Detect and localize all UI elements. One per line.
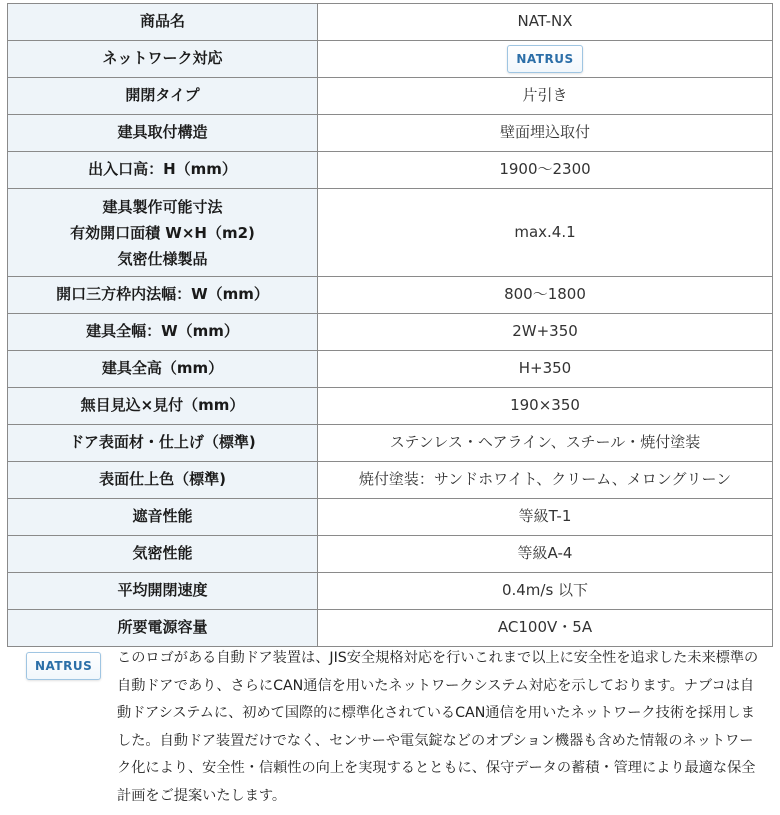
table-row xyxy=(8,462,773,499)
label-line: 建具製作可能寸法 xyxy=(102,197,223,216)
row-label-mount-structure: 建具取付構造 xyxy=(8,115,318,152)
row-label-total-width: 建具全幅：W（mm） xyxy=(8,314,318,351)
table-row xyxy=(8,314,773,351)
row-label-power: 所要電源容量 xyxy=(8,610,318,647)
row-value-mount-structure: 壁面埋込取付 xyxy=(318,115,773,152)
table-row xyxy=(8,41,773,78)
row-label-opening-width: 開口三方枠内法幅：W（mm） xyxy=(8,277,318,314)
row-label-open-type: 開閉タイプ xyxy=(8,78,318,115)
row-value-total-height: H+350 xyxy=(318,351,773,388)
row-label-entrance-height: 出入口高：H（mm） xyxy=(8,152,318,189)
table-row xyxy=(8,78,773,115)
table-row xyxy=(8,388,773,425)
label-line: 気密仕様製品 xyxy=(117,249,208,268)
row-value-door-surface: ステンレス・ヘアライン、スチール・焼付塗装 xyxy=(318,425,773,462)
row-value-power: AC100V・5A xyxy=(318,610,773,647)
row-label-transom-size: 無目見込×見付（mm） xyxy=(8,388,318,425)
table-row xyxy=(8,351,773,388)
table-row xyxy=(8,4,773,41)
row-label-sound-insulation: 遮音性能 xyxy=(8,499,318,536)
natrus-description: このロゴがある自動ドア装置は、JIS安全規格対応を行いこれまで以上に安全性を追求した未来標準の自動ドアであり、さらにCAN通信を用いたネットワークシステム対応を示しております。ナブコは自動ドアシステムに、初めて国際的に標準化されているCAN通信を用いたネットワーク技術を採用しました。自動ドア装置だけでなく、センサーや電気錠などのオプション機器も含めた情報のネットワーク化により、安全性・信頼性の向上を実現するとともに、保守データの蓄積・管理により最適な保全計画をご提案いたします。 xyxy=(117,650,759,804)
row-value-total-width: 2W+350 xyxy=(318,314,773,351)
row-value-entrance-height: 1900～2300 xyxy=(318,152,773,189)
table-row xyxy=(8,499,773,536)
natrus-logo: NATRUS xyxy=(26,652,101,680)
row-value-airtightness: 等級A-4 xyxy=(318,536,773,573)
table-row xyxy=(8,610,773,647)
row-value-product-name: NAT-NX xyxy=(318,4,773,41)
table-row xyxy=(8,573,773,610)
row-label-airtightness: 気密性能 xyxy=(8,536,318,573)
spec-table xyxy=(7,3,773,647)
row-label-product-name: 商品名 xyxy=(8,4,318,41)
table-row xyxy=(8,189,773,277)
row-value-opening-width: 800～1800 xyxy=(318,277,773,314)
table-row xyxy=(8,536,773,573)
label-line: 有効開口面積 W×H（m2) xyxy=(70,223,255,242)
row-value-open-type: 片引き xyxy=(318,78,773,115)
row-label-door-surface: ドア表面材・仕上げ（標準) xyxy=(8,425,318,462)
table-row xyxy=(8,152,773,189)
row-value-manufacturable-size: max.4.1 xyxy=(318,189,773,277)
row-label-avg-speed: 平均開閉速度 xyxy=(8,573,318,610)
natrus-logo: NATRUS xyxy=(507,45,582,73)
row-value-surface-color: 焼付塗装：サンドホワイト、クリーム、メロングリーン xyxy=(318,462,773,499)
row-value-network xyxy=(318,41,773,78)
row-value-transom-size: 190×350 xyxy=(318,388,773,425)
table-row xyxy=(8,277,773,314)
row-label-surface-color: 表面仕上色（標準) xyxy=(8,462,318,499)
table-row xyxy=(8,115,773,152)
table-row xyxy=(8,425,773,462)
row-label-total-height: 建具全高（mm） xyxy=(8,351,318,388)
row-label-network: ネットワーク対応 xyxy=(8,41,318,78)
row-label-manufacturable-size xyxy=(8,189,318,277)
row-value-avg-speed: 0.4m/s 以下 xyxy=(318,573,773,610)
row-value-sound-insulation: 等級T-1 xyxy=(318,499,773,536)
